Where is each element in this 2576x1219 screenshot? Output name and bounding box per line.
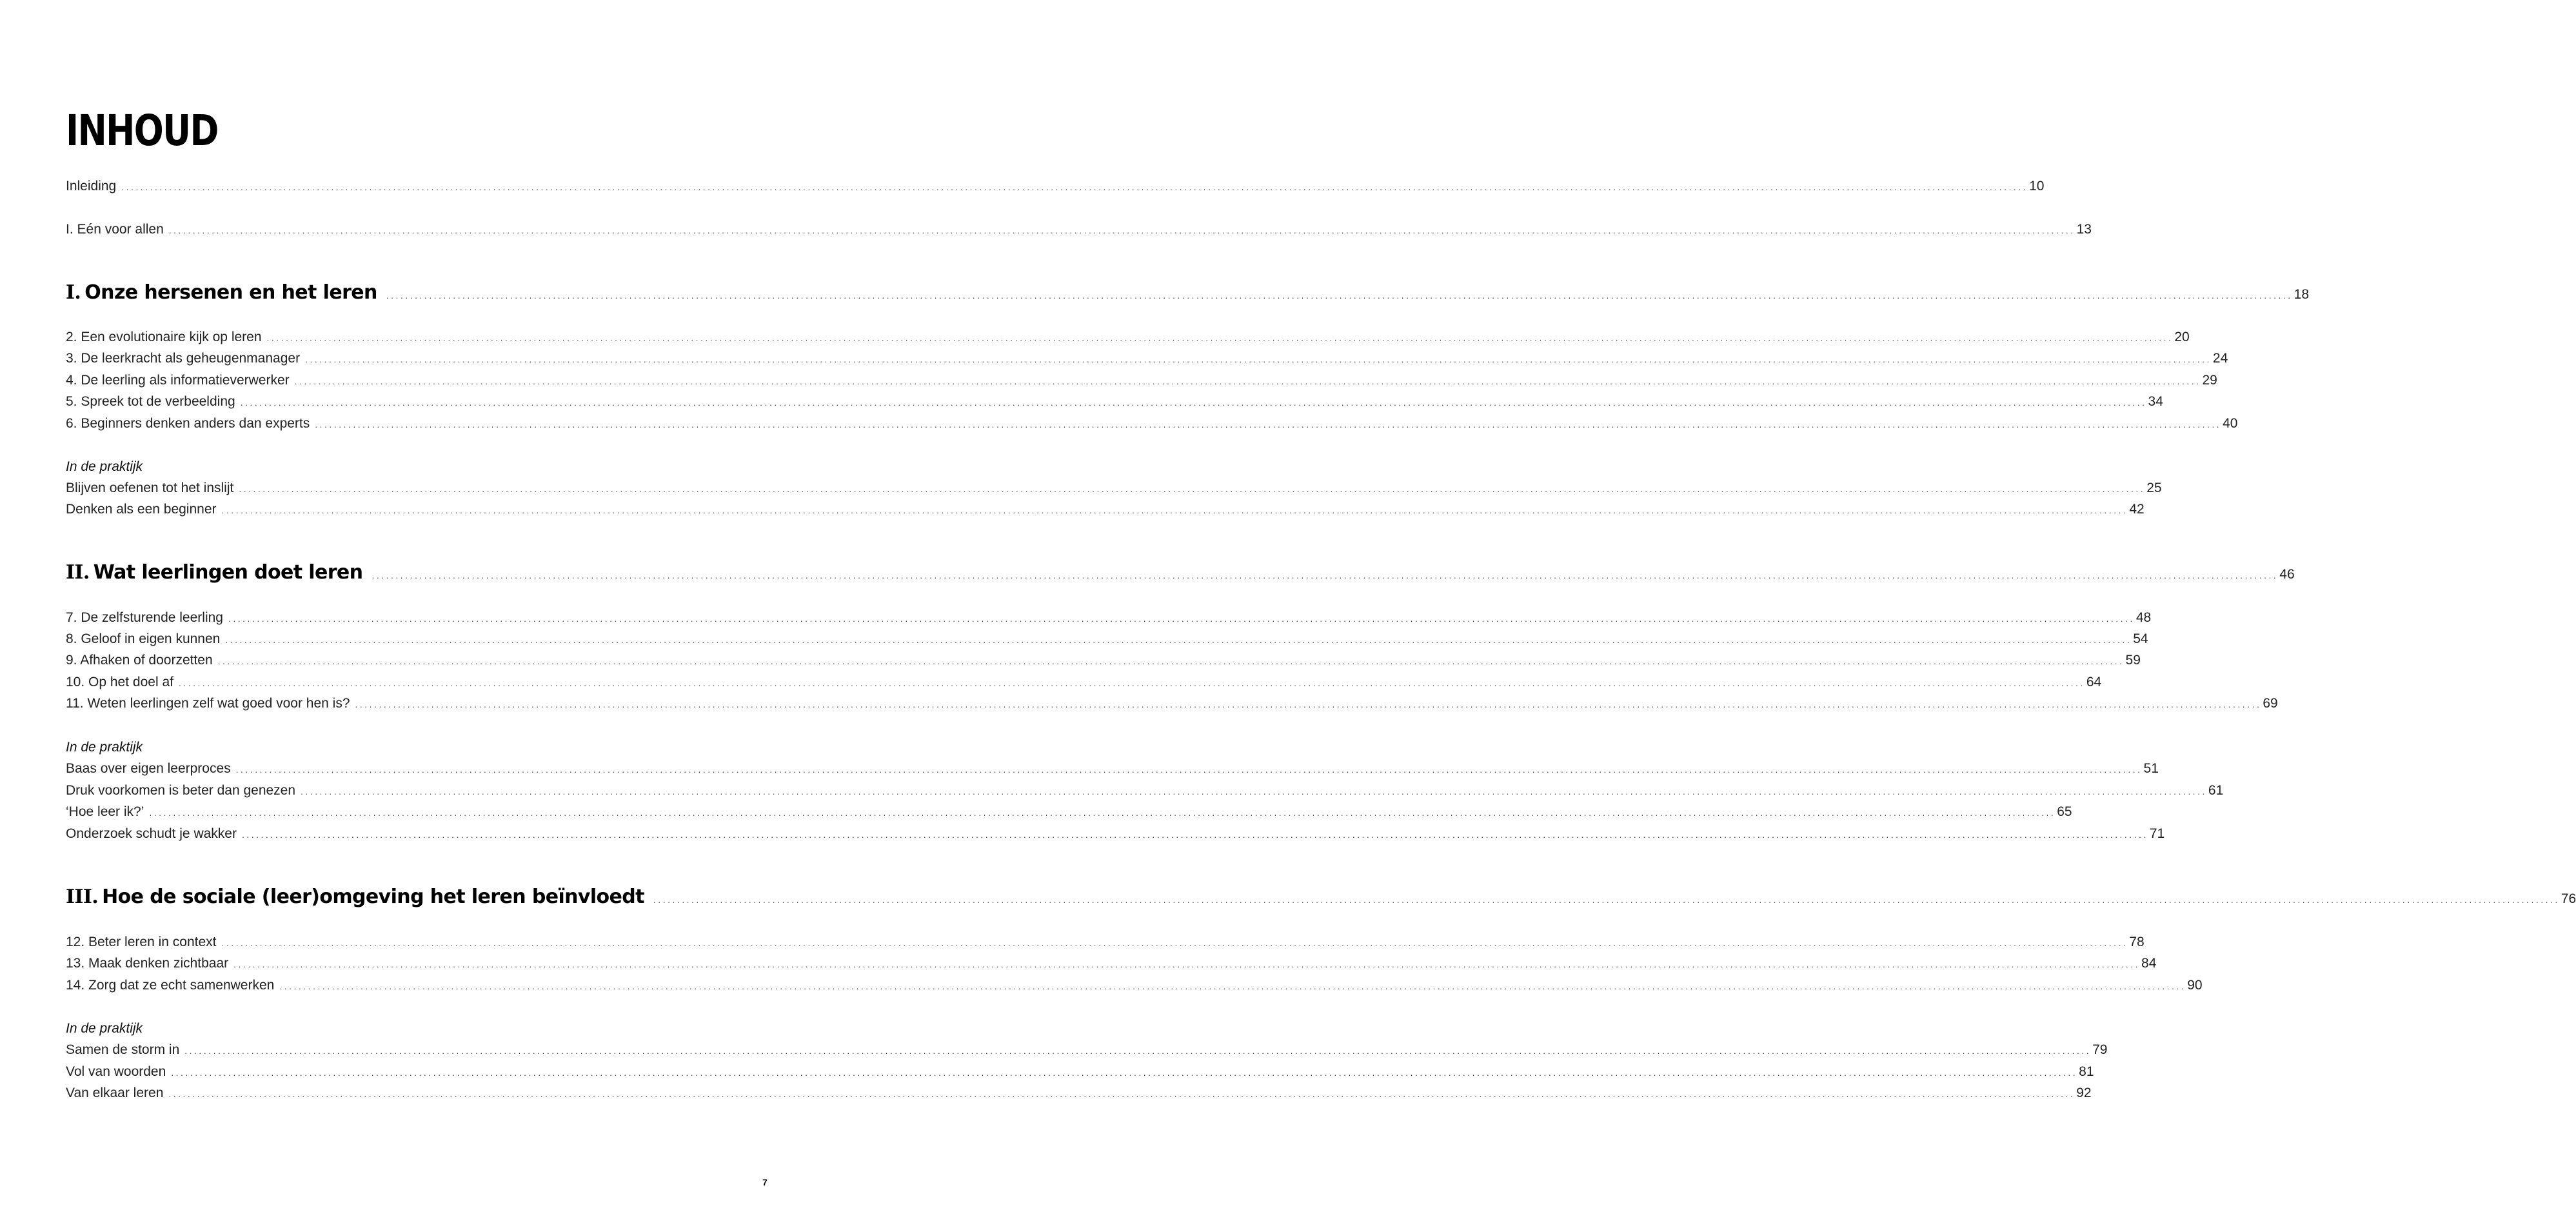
chapter-page: 84: [2141, 956, 2157, 971]
dot-leader: ................................................................................................................................................................................................................................................................................................................................................................................................................: [168, 225, 2076, 235]
praktijk-page: 92: [2076, 1085, 2092, 1100]
toc-entry-een-voor-allen[interactable]: [66, 222, 2092, 237]
chapter-page: 29: [2202, 373, 2217, 388]
dot-leader: ................................................................................................................................................................................................................................................................................................................................................................................................................: [355, 699, 2262, 709]
toc-chapter[interactable]: [66, 610, 2152, 626]
chapter-label: 13. Maak denken zichtbaar: [66, 956, 229, 971]
toc-entry-label: Inleiding: [66, 179, 117, 193]
chapter-page: 64: [2086, 675, 2102, 689]
chapter-label: 6. Beginners denken anders dan experts: [66, 416, 310, 431]
toc-chapter[interactable]: [66, 978, 2203, 993]
dot-leader: ................................................................................................................................................................................................................................................................................................................................................................................................................: [386, 290, 2293, 301]
toc-praktijk-item[interactable]: [66, 481, 2162, 496]
chapter-page: 78: [2129, 935, 2145, 949]
chapter-page: 54: [2133, 631, 2148, 646]
chapter-page: 90: [2187, 978, 2203, 993]
chapter-label: 12. Beter leren in context: [66, 935, 217, 949]
dot-leader: ................................................................................................................................................................................................................................................................................................................................................................................................................: [240, 397, 2147, 408]
toc-chapter[interactable]: [66, 330, 2190, 345]
dot-leader: ................................................................................................................................................................................................................................................................................................................................................................................................................: [228, 613, 2135, 624]
praktijk-heading: In de praktijk: [66, 740, 143, 755]
toc-part-1[interactable]: [66, 281, 2309, 304]
chapter-label: 11. Weten leerlingen zelf wat goed voor hen is?: [66, 696, 350, 711]
toc-chapter[interactable]: [66, 373, 2217, 388]
part-title: Hoe de sociale (leer)omgeving het leren beïnvloedt: [102, 886, 644, 908]
dot-leader: ................................................................................................................................................................................................................................................................................................................................................................................................................: [171, 1067, 2078, 1078]
toc-part-3[interactable]: [66, 886, 2576, 908]
toc-chapter[interactable]: [66, 956, 2157, 971]
praktijk-label: Druk voorkomen is beter dan genezen: [66, 783, 296, 798]
dot-leader: ................................................................................................................................................................................................................................................................................................................................................................................................................: [266, 333, 2174, 343]
praktijk-label: Denken als een beginner: [66, 502, 217, 517]
dot-leader: ................................................................................................................................................................................................................................................................................................................................................................................................................: [279, 981, 2186, 991]
praktijk-page: 81: [2079, 1064, 2094, 1079]
page-title: INHOUD: [66, 106, 218, 155]
dot-leader: ................................................................................................................................................................................................................................................................................................................................................................................................................: [184, 1046, 2092, 1056]
dot-leader: ................................................................................................................................................................................................................................................................................................................................................................................................................: [305, 354, 2212, 364]
part-numeral: I.: [66, 281, 81, 304]
chapter-page: 48: [2135, 610, 2152, 625]
chapter-label: 8. Geloof in eigen kunnen: [66, 631, 221, 646]
praktijk-page: 25: [2146, 481, 2162, 495]
part-numeral: II.: [66, 561, 90, 584]
toc-praktijk-item[interactable]: [66, 1042, 2108, 1058]
praktijk-label: Baas over eigen leerproces: [66, 761, 231, 776]
praktijk-label: ‘Hoe leer ik?’: [66, 804, 144, 819]
chapter-label: 10. Op het doel af: [66, 675, 173, 689]
chapter-label: 9. Afhaken of doorzetten: [66, 653, 213, 668]
toc-chapter[interactable]: [66, 653, 2141, 668]
dot-leader: ................................................................................................................................................................................................................................................................................................................................................................................................................: [315, 419, 2222, 430]
part-page: 76: [2561, 891, 2576, 906]
praktijk-page: 71: [2149, 826, 2165, 841]
toc-chapter[interactable]: [66, 351, 2228, 366]
praktijk-label: Van elkaar leren: [66, 1085, 164, 1100]
part-title: Wat leerlingen doet leren: [93, 561, 363, 584]
praktijk-page: 42: [2129, 502, 2145, 517]
praktijk-page: 79: [2092, 1042, 2108, 1057]
chapter-page: 24: [2212, 351, 2228, 366]
dot-leader: ................................................................................................................................................................................................................................................................................................................................................................................................................: [221, 505, 2128, 515]
part-heading: [66, 561, 372, 584]
chapter-label: 7. De zelfsturende leerling: [66, 610, 223, 625]
toc-entry-inleiding[interactable]: [66, 179, 2045, 194]
toc-chapter[interactable]: [66, 935, 2145, 950]
toc-praktijk-item[interactable]: [66, 1064, 2094, 1080]
dot-leader: ................................................................................................................................................................................................................................................................................................................................................................................................................: [301, 786, 2207, 797]
chapter-label: 4. De leerling als informatieverwerker: [66, 373, 290, 388]
dot-leader: ................................................................................................................................................................................................................................................................................................................................................................................................................: [149, 808, 2056, 818]
toc-praktijk-item[interactable]: [66, 761, 2159, 777]
dot-leader: ................................................................................................................................................................................................................................................................................................................................................................................................................: [241, 829, 2148, 840]
toc-chapter[interactable]: [66, 631, 2148, 647]
dot-leader: ................................................................................................................................................................................................................................................................................................................................................................................................................: [653, 895, 2560, 905]
page-number: 7: [762, 1177, 768, 1187]
dot-leader: ................................................................................................................................................................................................................................................................................................................................................................................................................: [225, 635, 2132, 645]
part-heading: [66, 281, 386, 304]
dot-leader: ................................................................................................................................................................................................................................................................................................................................................................................................................: [294, 376, 2201, 386]
praktijk-page: 51: [2143, 761, 2159, 776]
toc-entry-label: I. Eén voor allen: [66, 222, 164, 237]
praktijk-heading: In de praktijk: [66, 459, 143, 474]
part-page: 18: [2294, 287, 2309, 302]
part-page: 46: [2279, 567, 2295, 582]
chapter-page: 40: [2223, 416, 2238, 431]
toc-praktijk-item[interactable]: [66, 783, 2224, 798]
toc-chapter[interactable]: [66, 675, 2102, 690]
chapter-label: 5. Spreek tot de verbeelding: [66, 394, 235, 409]
praktijk-label: Vol van woorden: [66, 1064, 166, 1079]
praktijk-label: Samen de storm in: [66, 1042, 180, 1057]
part-heading: [66, 886, 653, 908]
chapter-page: 20: [2174, 330, 2190, 344]
praktijk-label: Onderzoek schudt je wakker: [66, 826, 237, 841]
dot-leader: ................................................................................................................................................................................................................................................................................................................................................................................................................: [217, 656, 2125, 666]
chapter-label: 14. Zorg dat ze echt samenwerken: [66, 978, 275, 993]
toc-chapter[interactable]: [66, 394, 2163, 410]
toc-entry-page: 10: [2029, 179, 2045, 193]
toc-chapter[interactable]: [66, 696, 2278, 711]
toc-praktijk-item[interactable]: [66, 826, 2165, 842]
dot-leader: ................................................................................................................................................................................................................................................................................................................................................................................................................: [168, 1089, 2076, 1099]
dot-leader: ................................................................................................................................................................................................................................................................................................................................................................................................................: [233, 959, 2141, 969]
praktijk-page: 65: [2057, 804, 2072, 819]
chapter-page: 59: [2125, 653, 2141, 668]
chapter-page: 69: [2263, 696, 2278, 711]
dot-leader: ................................................................................................................................................................................................................................................................................................................................................................................................................: [235, 764, 2143, 775]
dot-leader: ................................................................................................................................................................................................................................................................................................................................................................................................................: [221, 938, 2128, 948]
part-title: Onze hersenen en het leren: [84, 281, 377, 304]
toc-chapter[interactable]: [66, 416, 2238, 431]
toc-entry-page: 13: [2076, 222, 2092, 237]
praktijk-label: Blijven oefenen tot het inslijt: [66, 481, 234, 495]
dot-leader: ................................................................................................................................................................................................................................................................................................................................................................................................................: [121, 182, 2028, 192]
toc-praktijk-item[interactable]: [66, 1085, 2092, 1101]
praktijk-page: 61: [2208, 783, 2224, 798]
toc-part-2[interactable]: [66, 561, 2295, 584]
part-numeral: III.: [66, 886, 99, 908]
dot-leader: ................................................................................................................................................................................................................................................................................................................................................................................................................: [239, 484, 2146, 494]
praktijk-heading: In de praktijk: [66, 1021, 143, 1036]
dot-leader: ................................................................................................................................................................................................................................................................................................................................................................................................................: [372, 570, 2279, 580]
toc-praktijk-item[interactable]: [66, 502, 2145, 517]
toc-praktijk-item[interactable]: [66, 804, 2072, 820]
chapter-label: 2. Een evolutionaire kijk op leren: [66, 330, 262, 344]
chapter-page: 34: [2148, 394, 2163, 409]
dot-leader: ................................................................................................................................................................................................................................................................................................................................................................................................................: [178, 678, 2085, 688]
chapter-label: 3. De leerkracht als geheugenmanager: [66, 351, 301, 366]
